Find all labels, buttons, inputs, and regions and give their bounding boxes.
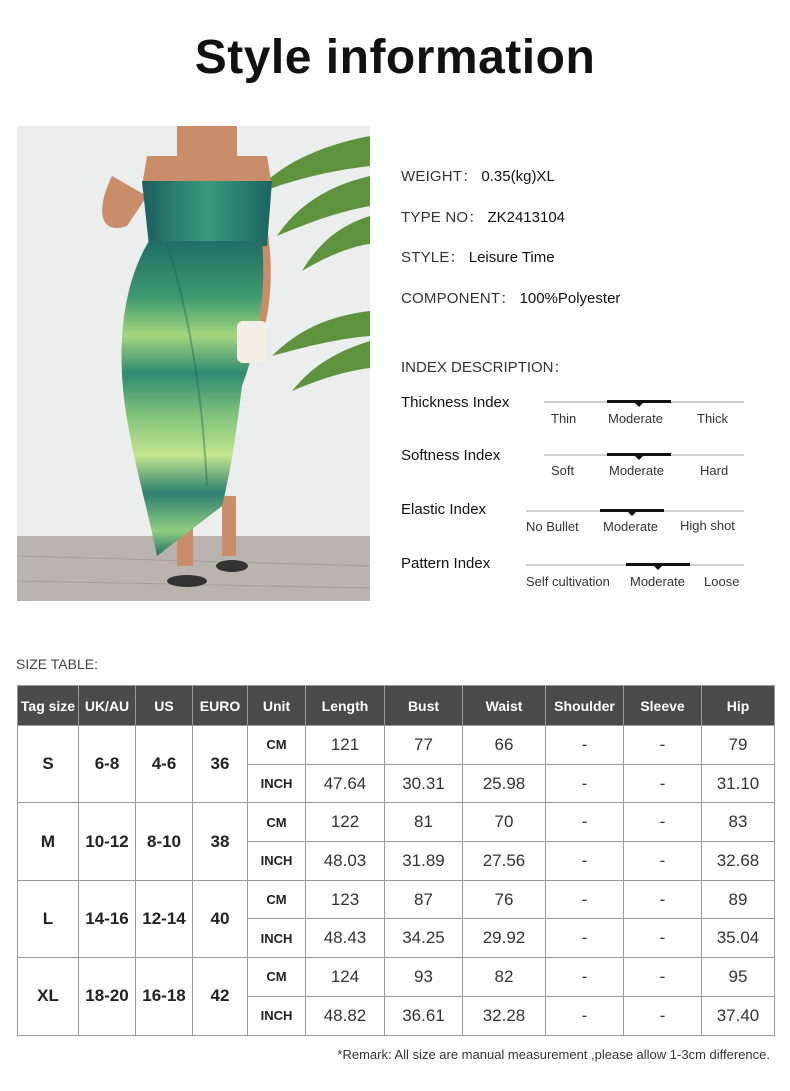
cell-length: 48.82: [306, 996, 385, 1035]
component-label: COMPONENT：: [401, 290, 516, 307]
cell-length: 48.43: [306, 919, 385, 958]
cell-bust: 30.31: [385, 764, 463, 803]
cell-sleeve: -: [624, 842, 702, 881]
cell-bust: 31.89: [385, 842, 463, 881]
remark-note: *Remark: All size are manual measurement ,please allow 1-3cm difference.: [337, 1047, 770, 1062]
index-description-heading: INDEX DESCRIPTION：: [401, 359, 569, 376]
elastic-marker-tick: [628, 512, 636, 516]
unit-cm: CM: [248, 958, 306, 997]
cell-length: 47.64: [306, 764, 385, 803]
size-table-header-row: [18, 686, 775, 726]
cell-shoulder: -: [546, 958, 624, 997]
cell-waist: 70: [463, 803, 546, 842]
header-us: US: [136, 686, 193, 726]
cell-sleeve: -: [624, 958, 702, 997]
product-photo: [17, 126, 370, 601]
cell-shoulder: -: [546, 996, 624, 1035]
table-row: [18, 880, 775, 919]
header-length: Length: [306, 686, 385, 726]
cell-shoulder: -: [546, 842, 624, 881]
cell-bust: 81: [385, 803, 463, 842]
cell-sleeve: -: [624, 919, 702, 958]
style-line: [401, 246, 555, 267]
header-waist: Waist: [463, 686, 546, 726]
unit-cm: CM: [248, 880, 306, 919]
size-table-label: SIZE TABLE:: [16, 656, 98, 672]
softness-opt-hard: Hard: [700, 463, 729, 478]
elastic-opt-high-shot: High shot: [680, 518, 735, 533]
cell-hip: 31.10: [702, 764, 775, 803]
elastic-index-name: Elastic Index: [401, 501, 487, 518]
header-sleeve: Sleeve: [624, 686, 702, 726]
thickness-marker-tick: [635, 403, 643, 407]
size-tag: S: [18, 726, 79, 803]
elastic-opt-moderate: Moderate: [603, 519, 658, 534]
cell-sleeve: -: [624, 880, 702, 919]
type-line: [401, 206, 565, 227]
cell-length: 122: [306, 803, 385, 842]
table-row: [18, 726, 775, 765]
thickness-opt-thick: Thick: [697, 411, 729, 426]
cell-sleeve: -: [624, 996, 702, 1035]
cell-length: 123: [306, 880, 385, 919]
pattern-index-name: Pattern Index: [401, 555, 491, 572]
header-euro: EURO: [193, 686, 248, 726]
cell-bust: 77: [385, 726, 463, 765]
size-us: 4-6: [136, 726, 193, 803]
pattern-index-row: [401, 555, 761, 595]
table-row: [18, 958, 775, 997]
header-tag-size: Tag size: [18, 686, 79, 726]
pattern-opt-self-cultivation: Self cultivation: [526, 574, 610, 589]
cell-hip: 32.68: [702, 842, 775, 881]
elastic-index-row: [401, 501, 761, 541]
cell-length: 124: [306, 958, 385, 997]
header-unit: Unit: [248, 686, 306, 726]
weight-value: 0.35(kg)XL: [481, 168, 555, 185]
cell-waist: 66: [463, 726, 546, 765]
header-uk-au: UK/AU: [79, 686, 136, 726]
size-uk: 18-20: [79, 958, 136, 1035]
header-shoulder: Shoulder: [546, 686, 624, 726]
size-us: 8-10: [136, 803, 193, 880]
cell-waist: 29.92: [463, 919, 546, 958]
softness-index-name: Softness Index: [401, 447, 501, 464]
unit-inch: INCH: [248, 764, 306, 803]
pattern-opt-loose: Loose: [704, 574, 740, 589]
thickness-opt-thin: Thin: [551, 411, 577, 426]
style-label: STYLE：: [401, 249, 465, 266]
cell-bust: 87: [385, 880, 463, 919]
cell-waist: 27.56: [463, 842, 546, 881]
softness-opt-soft: Soft: [551, 463, 575, 478]
thickness-index-row: [401, 394, 761, 434]
cell-sleeve: -: [624, 726, 702, 765]
size-uk: 14-16: [79, 880, 136, 957]
size-euro: 42: [193, 958, 248, 1035]
softness-marker-tick: [635, 456, 643, 460]
unit-inch: INCH: [248, 996, 306, 1035]
cell-bust: 34.25: [385, 919, 463, 958]
size-uk: 10-12: [79, 803, 136, 880]
size-us: 12-14: [136, 880, 193, 957]
cell-waist: 82: [463, 958, 546, 997]
cell-shoulder: -: [546, 919, 624, 958]
unit-inch: INCH: [248, 919, 306, 958]
table-row: [18, 803, 775, 842]
size-uk: 6-8: [79, 726, 136, 803]
thickness-opt-moderate: Moderate: [608, 411, 663, 426]
cell-shoulder: -: [546, 726, 624, 765]
weight-label: WEIGHT：: [401, 168, 478, 185]
cell-hip: 79: [702, 726, 775, 765]
cell-bust: 36.61: [385, 996, 463, 1035]
cell-sleeve: -: [624, 764, 702, 803]
cell-hip: 89: [702, 880, 775, 919]
size-tag: L: [18, 880, 79, 957]
header-hip: Hip: [702, 686, 775, 726]
size-us: 16-18: [136, 958, 193, 1035]
pattern-opt-moderate: Moderate: [630, 574, 685, 589]
style-value: Leisure Time: [468, 249, 555, 266]
unit-cm: CM: [248, 803, 306, 842]
model-photo-illustration: [17, 126, 370, 601]
size-tag: M: [18, 803, 79, 880]
size-euro: 36: [193, 726, 248, 803]
softness-opt-moderate: Moderate: [609, 463, 664, 478]
elastic-opt-no-bullet: No Bullet: [526, 519, 579, 534]
size-euro: 40: [193, 880, 248, 957]
component-value: 100%Polyester: [519, 290, 621, 307]
size-tag: XL: [18, 958, 79, 1035]
size-euro: 38: [193, 803, 248, 880]
type-value: ZK2413104: [487, 209, 566, 226]
header-bust: Bust: [385, 686, 463, 726]
cell-hip: 37.40: [702, 996, 775, 1035]
weight-line: [401, 165, 555, 186]
cell-shoulder: -: [546, 764, 624, 803]
cell-sleeve: -: [624, 803, 702, 842]
cell-shoulder: -: [546, 803, 624, 842]
cell-waist: 25.98: [463, 764, 546, 803]
size-table: [17, 685, 775, 1036]
pattern-marker-tick: [654, 566, 662, 570]
type-label: TYPE NO：: [401, 209, 484, 226]
cell-length: 121: [306, 726, 385, 765]
cell-hip: 35.04: [702, 919, 775, 958]
cell-waist: 76: [463, 880, 546, 919]
cell-shoulder: -: [546, 880, 624, 919]
page-title: Style information: [194, 31, 596, 84]
cell-hip: 95: [702, 958, 775, 997]
thickness-index-name: Thickness Index: [401, 394, 510, 411]
softness-index-row: [401, 447, 761, 487]
component-line: [401, 287, 620, 308]
cell-bust: 93: [385, 958, 463, 997]
cell-hip: 83: [702, 803, 775, 842]
unit-inch: INCH: [248, 842, 306, 881]
cell-waist: 32.28: [463, 996, 546, 1035]
unit-cm: CM: [248, 726, 306, 765]
cell-length: 48.03: [306, 842, 385, 881]
